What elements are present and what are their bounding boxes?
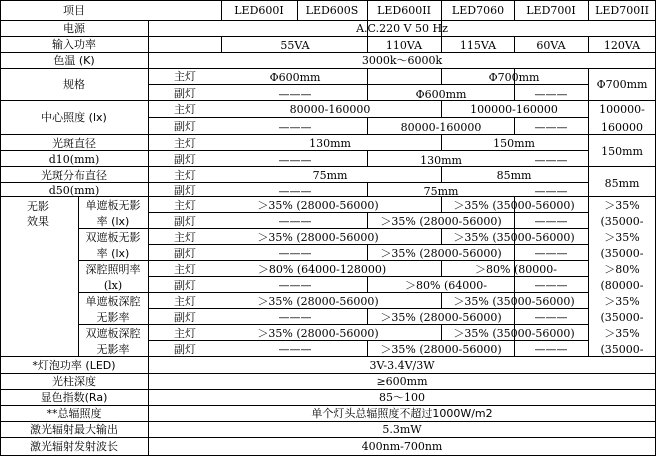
input-power-value: 115VA [459, 39, 497, 52]
sub-main-label: 主灯 [174, 137, 196, 150]
d50-main-a: 75mm [312, 169, 348, 182]
double-deep-right: ＞35% [604, 327, 640, 340]
dash: ——— [534, 154, 568, 167]
sub-main-label: 主灯 [174, 70, 196, 83]
illuminance-right-1: 100000- [599, 103, 645, 116]
sub-main-label: 主灯 [174, 169, 196, 182]
spec-main-a: Φ600mm [269, 71, 321, 84]
d10-right: 150mm [601, 145, 643, 158]
column-depth-value: ≥600mm [376, 375, 428, 388]
sub-aux-label: 副灯 [174, 120, 196, 133]
single-deep-label-2: 无影率 [96, 311, 130, 324]
single-deep-main-a: ＞35% (28000-56000) [257, 295, 379, 308]
dash: ——— [534, 121, 568, 134]
dash: ——— [278, 247, 312, 260]
illuminance-main-b: 100000-160000 [470, 103, 558, 116]
color-temp-label: 色温 (K) [53, 54, 95, 67]
input-power-value: 60VA [536, 39, 566, 52]
d50-main-b: 85mm [496, 169, 532, 182]
input-power-label: 输入功率 [52, 38, 96, 51]
dash: ——— [278, 185, 312, 198]
spec-right: Φ700mm [596, 78, 648, 91]
dash: ——— [278, 311, 312, 324]
dash: ——— [278, 88, 312, 101]
deep-cavity-label-1: 深腔照明率 [85, 263, 141, 276]
d10-label-1: 光斑直径 [52, 137, 96, 150]
dash: ——— [534, 247, 568, 260]
deep-cavity-aux: ＞80% (64000- [405, 279, 487, 292]
dash: ——— [534, 185, 568, 198]
double-deep-label-2: 无影率 [96, 343, 130, 356]
double-shadowless-label-2: 率 (lx) [96, 247, 130, 260]
laser-wavelength-value: 400nm-700nm [361, 440, 443, 453]
double-deep-main-a: ＞35% (28000-56000) [257, 327, 379, 340]
illuminance-right-2: 160000 [601, 121, 643, 134]
double-shadowless-aux: ＞35% (28000-56000) [380, 247, 502, 260]
power-source-label: 电源 [63, 22, 85, 35]
header-model-led600ii: LED600II [377, 4, 431, 17]
total-irradiance-label: **总辐照度 [46, 407, 102, 420]
column-depth-label: 光柱深度 [52, 375, 96, 388]
sub-main-label: 主灯 [174, 199, 196, 212]
deep-cavity-main-b: ＞80% (80000- [475, 263, 557, 276]
d50-label-2: d50(mm) [48, 184, 100, 197]
single-deep-right-2: (35000- [600, 311, 644, 324]
sub-aux-label: 副灯 [174, 247, 196, 260]
illuminance-main-a: 80000-160000 [289, 103, 371, 116]
single-shadowless-right: ＞35% [604, 199, 640, 212]
sub-main-label: 主灯 [174, 103, 196, 116]
dash: ——— [278, 121, 312, 134]
power-source-value: A.C.220 V 50 Hz [356, 22, 448, 35]
single-shadowless-main-b: ＞35% (35000-56000) [453, 199, 575, 212]
single-shadowless-main-a: ＞35% (28000-56000) [257, 199, 379, 212]
dash: ——— [534, 311, 568, 324]
double-shadowless-main-b: ＞35% (35000-56000) [453, 231, 575, 244]
sub-main-label: 主灯 [174, 327, 196, 340]
bulb-power-label: *灯泡功率 (LED) [32, 359, 116, 372]
sub-aux-label: 副灯 [174, 311, 196, 324]
deep-cavity-main-a: ＞80% (64000-128000) [257, 263, 387, 276]
single-deep-label-1: 单遮板深腔 [85, 295, 141, 308]
double-shadowless-main-a: ＞35% (28000-56000) [257, 231, 379, 244]
header-model-led700i: LED700I [526, 4, 576, 17]
illuminance-aux: 80000-160000 [400, 121, 482, 134]
sub-aux-label: 副灯 [174, 279, 196, 292]
sub-main-label: 主灯 [174, 263, 196, 276]
spec-main-b: Φ700mm [488, 71, 540, 84]
single-shadowless-label-1: 单遮板无影 [85, 199, 141, 212]
spec-aux: Φ600mm [415, 88, 467, 101]
double-deep-aux: ＞35% (28000-56000) [380, 343, 502, 356]
bulb-power-value: 3V-3.4V/3W [369, 359, 435, 372]
double-deep-right-2: (35000- [600, 343, 644, 356]
d50-aux: 75mm [423, 185, 459, 198]
double-shadowless-right: ＞35% [604, 231, 640, 244]
input-power-value: 110VA [385, 39, 423, 52]
shadowless-group-label-1: 无影 [27, 200, 49, 213]
input-power-value: 120VA [603, 39, 641, 52]
header-model-led600s: LED600S [305, 4, 359, 17]
dash: ——— [278, 154, 312, 167]
sub-aux-label: 副灯 [174, 215, 196, 228]
deep-cavity-label-2: (lx) [103, 279, 123, 292]
dash: ——— [534, 88, 568, 101]
d50-right: 85mm [604, 177, 640, 190]
single-deep-main-b: ＞35% (35000-56000) [453, 295, 575, 308]
deep-cavity-right-2: (80000- [600, 279, 644, 292]
d50-label-1: 光斑分布直径 [41, 169, 107, 182]
single-shadowless-right-2: (35000- [600, 215, 644, 228]
cri-value: 85～100 [379, 391, 425, 404]
input-power-value: 55VA [280, 39, 310, 52]
d10-main-a: 130mm [309, 137, 351, 150]
illuminance-label: 中心照度 (lx) [41, 111, 107, 124]
single-shadowless-aux: ＞35% (28000-56000) [380, 215, 502, 228]
total-irradiance-value: 单个灯头总辐照度不超过1000W/m2 [311, 407, 493, 420]
sub-aux-label: 副灯 [174, 87, 196, 100]
dash: ——— [278, 343, 312, 356]
dash: ——— [534, 279, 568, 292]
single-deep-aux: ＞35% (28000-56000) [380, 311, 502, 324]
cri-label: 显色指数(Ra) [40, 391, 108, 404]
dash: ——— [534, 215, 568, 228]
d10-aux: 130mm [420, 154, 462, 167]
spec-label: 规格 [63, 78, 85, 91]
sub-aux-label: 副灯 [174, 343, 196, 356]
double-shadowless-right-2: (35000- [600, 247, 644, 260]
d10-main-b: 150mm [493, 137, 535, 150]
single-shadowless-label-2: 率 (lx) [96, 215, 130, 228]
d10-label-2: d10(mm) [48, 153, 100, 166]
sub-main-label: 主灯 [174, 295, 196, 308]
header-model-led600i: LED600I [234, 4, 284, 17]
sub-aux-label: 副灯 [174, 184, 196, 197]
double-shadowless-label-1: 双遮板无影 [85, 231, 141, 244]
header-item: 项目 [63, 4, 85, 17]
header-model-led7060: LED7060 [451, 4, 505, 17]
dash: ——— [278, 279, 312, 292]
header-model-led700ii: LED700II [595, 4, 649, 17]
shadowless-group-label-2: 效果 [27, 215, 49, 228]
laser-output-label: 激光辐射最大输出 [30, 423, 118, 436]
deep-cavity-right: ＞80% [604, 263, 640, 276]
sub-aux-label: 副灯 [174, 153, 196, 166]
single-deep-right: ＞35% [604, 295, 640, 308]
laser-wavelength-label: 激光辐射发射波长 [30, 440, 118, 453]
sub-main-label: 主灯 [174, 231, 196, 244]
laser-output-value: 5.3mW [382, 423, 422, 436]
double-deep-label-1: 双遮板深腔 [85, 327, 141, 340]
color-temp-value: 3000k～6000k [361, 54, 443, 67]
dash: ——— [278, 215, 312, 228]
double-deep-main-b: ＞35% (35000-56000) [453, 327, 575, 340]
dash: ——— [534, 343, 568, 356]
